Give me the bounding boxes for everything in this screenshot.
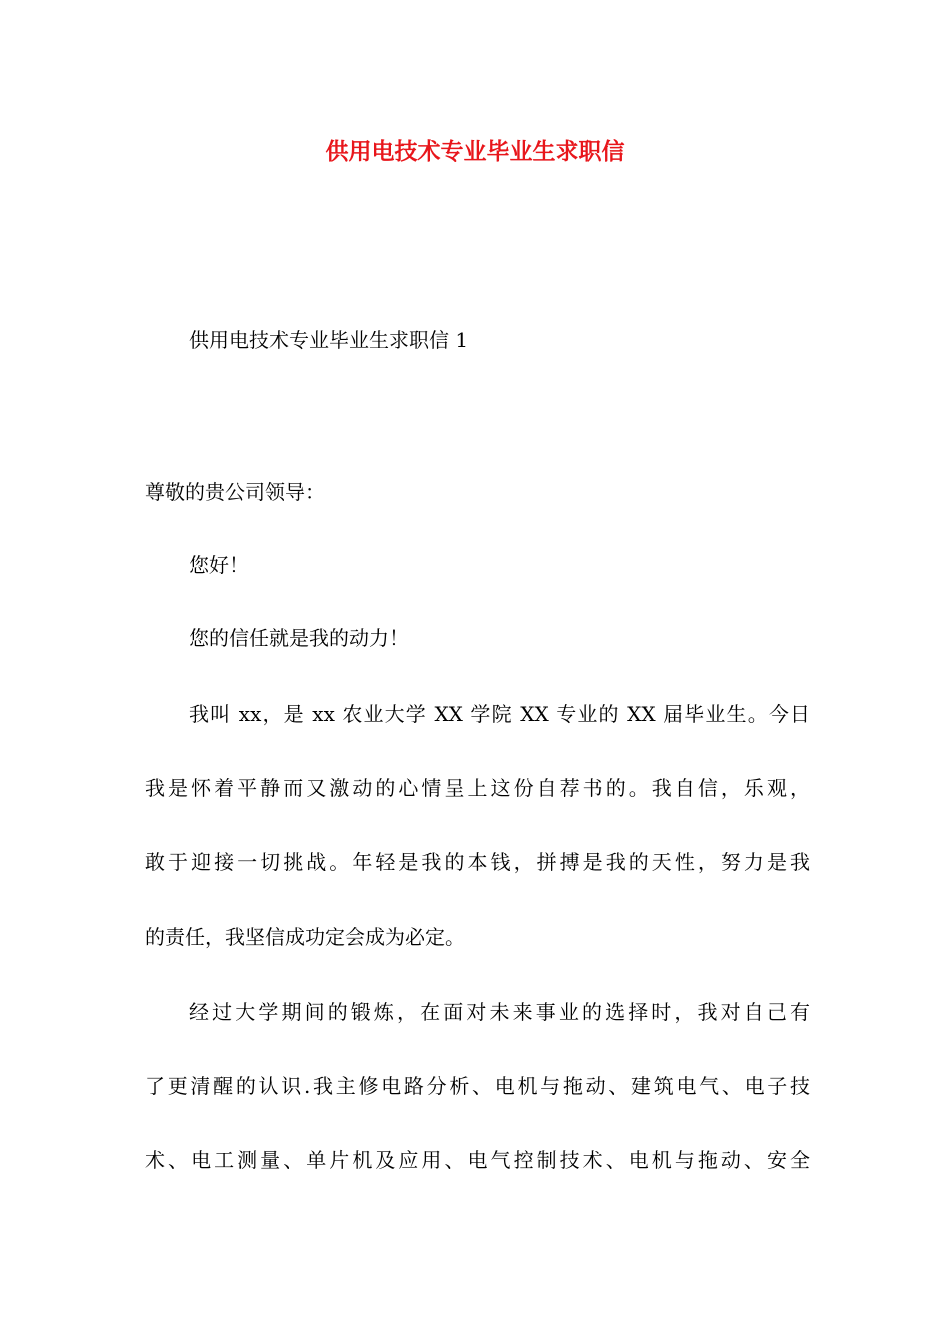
paragraph-2-line-3: 敢于迎接一切挑战。年轻是我的本钱，拼搏是我的天性，努力是我	[145, 850, 810, 874]
salutation: 尊敬的贵公司领导：	[145, 480, 325, 504]
document-title: 供用电技术专业毕业生求职信	[325, 139, 625, 165]
paragraph-3-line-3: 术、电工测量、单片机及应用、电气控制技术、电机与拖动、安全	[145, 1148, 810, 1172]
paragraph-3-line-1: 经过大学期间的锻炼，在面对未来事业的选择时，我对自己有	[189, 1000, 810, 1024]
greeting: 您好！	[189, 553, 249, 577]
paragraph-2-line-2: 我是怀着平静而又激动的心情呈上这份自荐书的。我自信，乐观，	[145, 776, 810, 800]
paragraph-1: 您的信任就是我的动力！	[189, 626, 409, 650]
letter-subtitle: 供用电技术专业毕业生求职信 1	[189, 328, 469, 352]
paragraph-2-line-4: 的责任，我坚信成功定会成为必定。	[145, 925, 465, 949]
paragraph-2-line-1: 我叫 xx，是 xx 农业大学 XX 学院 XX 专业的 XX 届毕业生。今日	[189, 702, 810, 726]
paragraph-3-line-2: 了更清醒的认识.我主修电路分析、电机与拖动、建筑电气、电子技	[145, 1074, 810, 1098]
